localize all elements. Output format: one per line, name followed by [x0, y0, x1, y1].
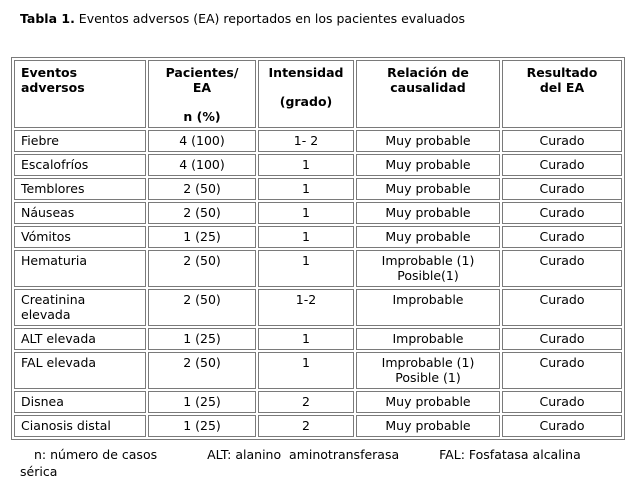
cell-intensidad: 1-2 — [258, 289, 354, 326]
cell-relacion — [356, 415, 500, 437]
footnote-n: n: número de casos — [34, 447, 158, 462]
cell-evento-line: Vómitos — [21, 229, 71, 244]
cell-evento-line: ALT elevada — [21, 331, 96, 346]
cell-evento — [14, 328, 146, 350]
cell-resultado: Curado — [502, 178, 622, 200]
cell-intensidad: 1 — [258, 154, 354, 176]
adverse-events-table — [11, 57, 625, 440]
table-footnote — [20, 446, 626, 480]
cell-evento — [14, 352, 146, 389]
footnote-fal-cont: sérica — [20, 464, 58, 479]
cell-resultado: Curado — [502, 202, 622, 224]
cell-relacion-line: Improbable — [392, 292, 464, 307]
cell-intensidad: 1 — [258, 178, 354, 200]
cell-resultado: Curado — [502, 130, 622, 152]
header-intensidad: Intensidad (grado) — [258, 60, 354, 128]
cell-relacion-line: Muy probable — [385, 394, 471, 409]
cell-resultado: Curado — [502, 226, 622, 248]
cell-pacientes: 2 (50) — [148, 250, 256, 287]
table-row — [14, 130, 622, 152]
cell-resultado: Curado — [502, 154, 622, 176]
cell-evento-line: Temblores — [21, 181, 85, 196]
cell-resultado: Curado — [502, 328, 622, 350]
cell-evento — [14, 202, 146, 224]
cell-evento-line: FAL elevada — [21, 355, 97, 370]
cell-pacientes: 4 (100) — [148, 130, 256, 152]
cell-evento-line: Cianosis distal — [21, 418, 111, 433]
header-eventos: Eventos adversos — [14, 60, 146, 128]
cell-pacientes: 1 (25) — [148, 226, 256, 248]
cell-intensidad: 1 — [258, 250, 354, 287]
cell-relacion-line: Improbable (1) — [381, 253, 475, 268]
cell-relacion — [356, 250, 500, 287]
cell-relacion — [356, 130, 500, 152]
cell-evento-line: Escalofríos — [21, 157, 89, 172]
cell-relacion — [356, 202, 500, 224]
table-row — [14, 415, 622, 437]
header-resultado: Resultado del EA — [502, 60, 622, 128]
table-row — [14, 154, 622, 176]
cell-relacion — [356, 328, 500, 350]
cell-intensidad: 1 — [258, 328, 354, 350]
footnote-fal: FAL: Fosfatasa alcalina — [439, 447, 581, 462]
header-row — [14, 60, 622, 128]
cell-intensidad: 1 — [258, 202, 354, 224]
cell-evento — [14, 250, 146, 287]
header-pacientes: Pacientes/ EA n (%) — [148, 60, 256, 128]
cell-resultado: Curado — [502, 289, 622, 326]
cell-relacion-line: Muy probable — [385, 133, 471, 148]
header-relacion: Relación de causalidad — [356, 60, 500, 128]
cell-relacion — [356, 178, 500, 200]
cell-evento — [14, 154, 146, 176]
cell-pacientes: 2 (50) — [148, 352, 256, 389]
cell-evento — [14, 391, 146, 413]
cell-evento — [14, 226, 146, 248]
cell-evento-line: elevada — [21, 307, 71, 322]
table-caption — [20, 11, 465, 26]
cell-intensidad: 1 — [258, 226, 354, 248]
table-row — [14, 250, 622, 287]
cell-relacion — [356, 226, 500, 248]
cell-relacion-line: Improbable — [392, 331, 464, 346]
cell-evento — [14, 415, 146, 437]
cell-relacion — [356, 352, 500, 389]
cell-resultado: Curado — [502, 391, 622, 413]
table-row — [14, 178, 622, 200]
cell-evento-line: Náuseas — [21, 205, 75, 220]
cell-evento-line: Hematuria — [21, 253, 88, 268]
table-row — [14, 328, 622, 350]
cell-pacientes: 2 (50) — [148, 178, 256, 200]
cell-intensidad: 2 — [258, 391, 354, 413]
cell-relacion — [356, 154, 500, 176]
caption-label: Tabla 1. — [20, 11, 75, 26]
cell-relacion-line: Muy probable — [385, 205, 471, 220]
cell-resultado: Curado — [502, 250, 622, 287]
cell-intensidad: 2 — [258, 415, 354, 437]
cell-evento-line: Creatinina — [21, 292, 86, 307]
cell-relacion-line: Posible (1) — [395, 370, 461, 385]
cell-relacion-line: Muy probable — [385, 229, 471, 244]
cell-evento — [14, 130, 146, 152]
table-row — [14, 289, 622, 326]
cell-relacion — [356, 289, 500, 326]
table-row — [14, 226, 622, 248]
cell-pacientes: 1 (25) — [148, 391, 256, 413]
cell-pacientes: 4 (100) — [148, 154, 256, 176]
cell-relacion-line: Posible(1) — [397, 268, 459, 283]
cell-relacion — [356, 391, 500, 413]
cell-relacion-line: Muy probable — [385, 418, 471, 433]
cell-resultado: Curado — [502, 415, 622, 437]
cell-relacion-line: Improbable (1) — [381, 355, 475, 370]
cell-resultado: Curado — [502, 352, 622, 389]
cell-relacion-line: Muy probable — [385, 181, 471, 196]
cell-evento — [14, 178, 146, 200]
table-row — [14, 352, 622, 389]
cell-pacientes: 2 (50) — [148, 202, 256, 224]
cell-evento-line: Disnea — [21, 394, 64, 409]
cell-pacientes: 1 (25) — [148, 328, 256, 350]
footnote-alt: ALT: alanino aminotransferasa — [207, 447, 400, 462]
cell-pacientes: 2 (50) — [148, 289, 256, 326]
cell-pacientes: 1 (25) — [148, 415, 256, 437]
caption-text: Eventos adversos (EA) reportados en los pacientes evaluados — [74, 11, 466, 26]
table-body — [14, 130, 622, 437]
cell-relacion-line: Muy probable — [385, 157, 471, 172]
cell-evento-line: Fiebre — [21, 133, 59, 148]
table-row — [14, 202, 622, 224]
table-row — [14, 391, 622, 413]
cell-intensidad: 1- 2 — [258, 130, 354, 152]
cell-intensidad: 1 — [258, 352, 354, 389]
cell-evento — [14, 289, 146, 326]
